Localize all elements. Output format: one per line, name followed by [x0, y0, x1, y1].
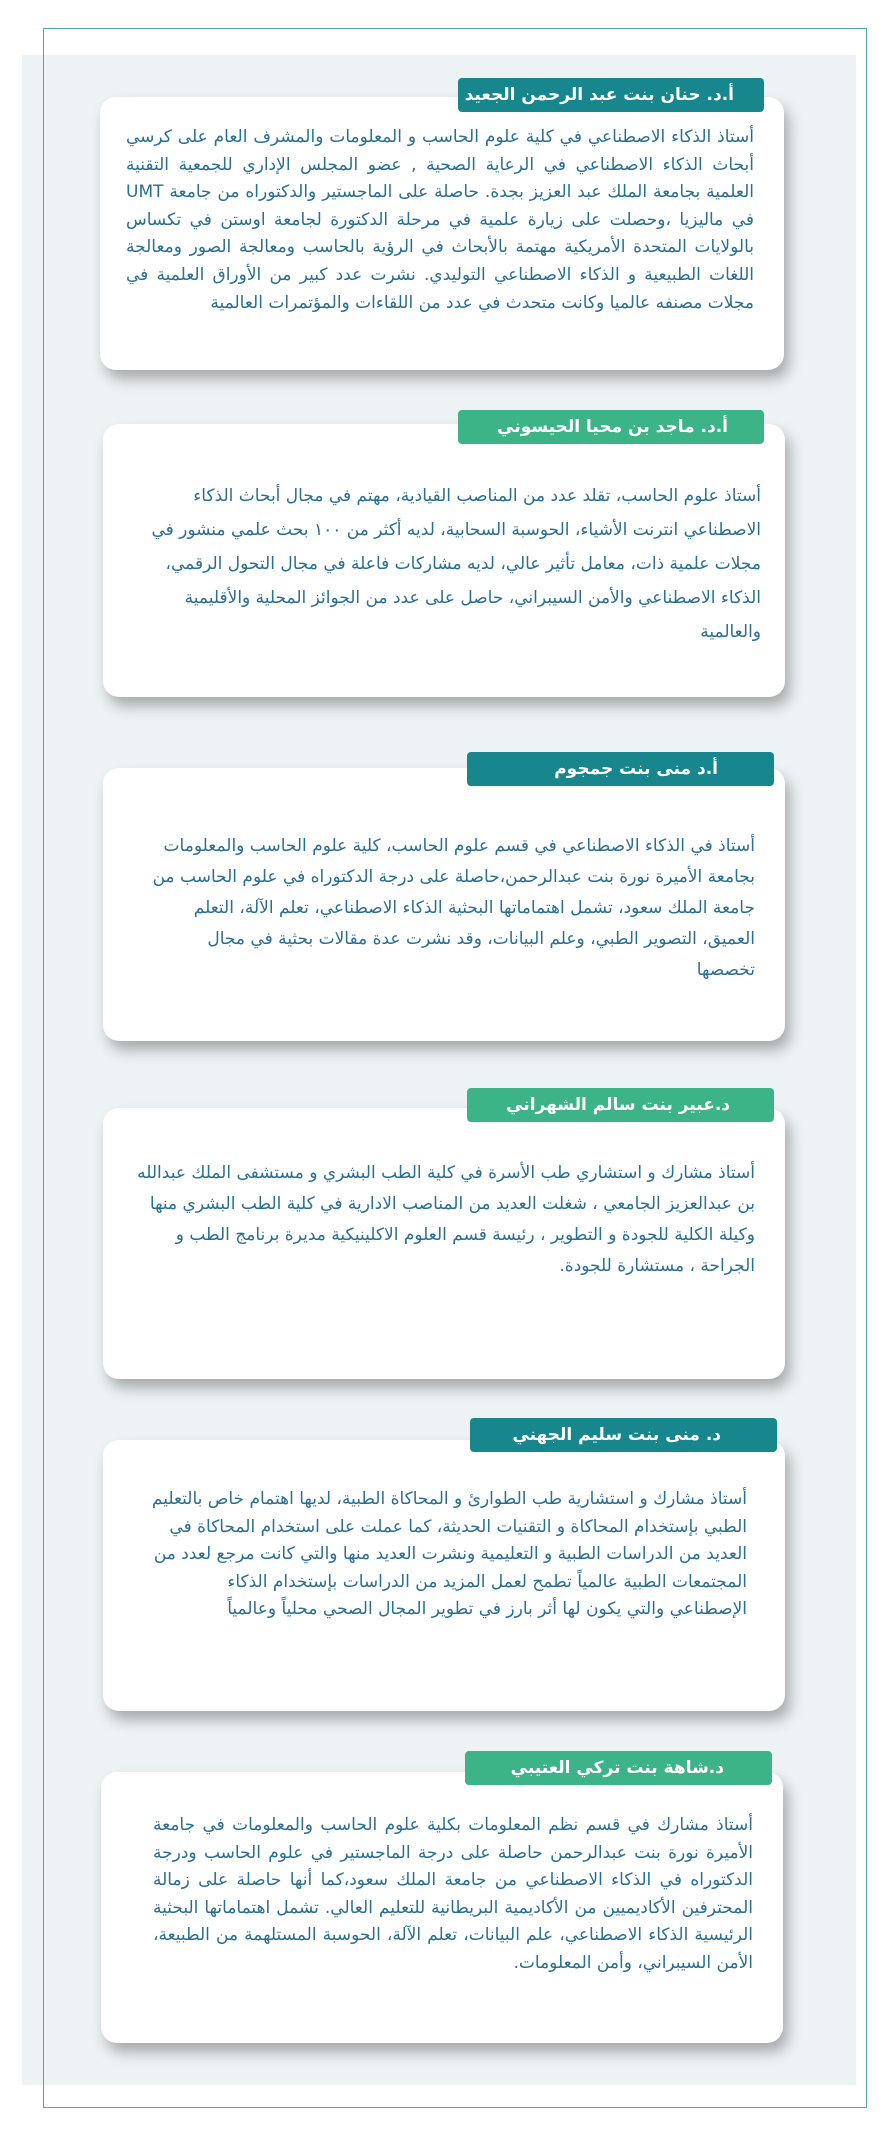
profile-card-3	[103, 768, 785, 1041]
profile-name-6: د.شاهة بنت تركي العتيبي	[465, 1751, 772, 1785]
profile-card-5	[103, 1440, 785, 1711]
profile-name-5: د. منى بنت سليم الجهني	[470, 1418, 777, 1452]
profile-card-4	[103, 1108, 785, 1379]
profile-name-2: أ.د. ماجد بن محيا الحيسوني	[458, 410, 764, 444]
profile-card-1	[100, 97, 784, 370]
profile-bio-3: أستاذ في الذكاء الاصطناعي في قسم علوم الحاسب، كلية علوم الحاسب والمعلومات بجامعة الأميرة نورة بنت عبدالرحمن،حاصلة على درجة الدكتوراه في علوم الحاسب من جامعة الملك سعود، تشمل اهتماماتها البحثية الذكاء الاصطناعي، تعلم الآلة، التعلم العميق، التصوير الطبي، وعلم البيانات، وقد نشرت عدة مقالات بحثية في مجال تخصصها	[152, 836, 755, 980]
profile-bio-1: أستاذ الذكاء الاصطناعي في كلية علوم الحاسب و المعلومات والمشرف العام على كرسي أبحاث الذكاء الاصطناعي في الرعاية الصحية , عضو المجلس الإداري للجمعية التقنية العلمية بجامعة الملك عبد العزيز بجدة. حاصلة على الماجستير والدكتوراه من جامعة UMT في ماليزيا ،وحصلت على زيارة علمية في مرحلة الدكتورة لجامعة اوستن في تكساس بالولايات المتحدة الأمريكية مهتمة بالأبحاث في الرؤية بالحاسب ومعالجة الصور ومعالجة اللغات الطبيعية و الذكاء الاصطناعي التوليدي. نشرت عدد كبير من الأوراق العلمية في مجلات مصنفه عالميا وكانت متحدث في عدد من اللقاءات والمؤتمرات العالمية	[126, 127, 754, 313]
profile-bio-2: أستاذ علوم الحاسب، تقلد عدد من المناصب القيادية، مهتم في مجال أبحاث الذكاء الاصطناعي انترنت الأشياء، الحوسبة السحابية، لديه أكثر من ١٠٠ بحث علمي منشور في مجلات علمية ذات، معامل تأثير عالي، لديه مشاركات فاعلة في مجال التحول الرقمي، الذكاء الاصطناعي والأمن السيبراني، حاصل على عدد من الجوائز المحلية والأقليمية والعالمية	[151, 486, 761, 642]
profile-bio-6: أستاذ مشارك في قسم نظم المعلومات بكلية علوم الحاسب والمعلومات في جامعة الأميرة نورة بنت عبدالرحمن حاصلة على درجة الماجستير في علوم الحاسب ودرجة الدكتوراه في الذكاء الاصطناعي من جامعة الملك سعود،كما أنها حاصلة على زمالة المحترفين الأكاديميين من الأكاديمية البريطانية للتعليم العالي. تشمل اهتماماتها البحثية الرئيسية الذكاء الاصطناعي، علم البيانات، تعلم الآلة، الحوسبة المستلهمة من الطبيعة، الأمن السيبراني، وأمن المعلومات.	[153, 1815, 753, 1973]
profile-card-2	[103, 424, 785, 697]
profile-bio-4: أستاذ مشارك و استشاري طب الأسرة في كلية الطب البشري و مستشفى الملك عبدالله بن عبدالعزيز الجامعي ، شغلت العديد من المناصب الادارية في كلية الطب البشري منها وكيلة الكلية للجودة و التطوير ، رئيسة قسم العلوم الاكلينيكية مديرة برنامج الطب و الجراحة ، مستشارة للجودة.	[137, 1163, 755, 1276]
profile-card-6	[101, 1772, 783, 2043]
profile-name-1: أ.د. حنان بنت عبد الرحمن الجعيد	[458, 78, 764, 112]
profile-name-3: أ.د منى بنت جمجوم	[467, 752, 774, 786]
profile-name-4: د.عبير بنت سالم الشهراني	[467, 1088, 774, 1122]
profile-bio-5: أستاذ مشارك و استشارية طب الطوارئ و المحاكاة الطبية، لديها اهتمام خاص بالتعليم الطبي بإستخدام المحاكاة و التقنيات الحديثة، كما عملت على استخدام المحاكاة في العديد من الدراسات الطبية و التعليمية ونشرت العديد منها والتي كانت مرجع لعدد من المجتمعات الطبية عالمياً تطمح لعمل المزيد من الدراسات بإستخدام الذكاء الإصطناعي والتي يكون لها أثر بارز في تطوير المجال الصحي محلياً وعالمياً	[151, 1489, 747, 1620]
